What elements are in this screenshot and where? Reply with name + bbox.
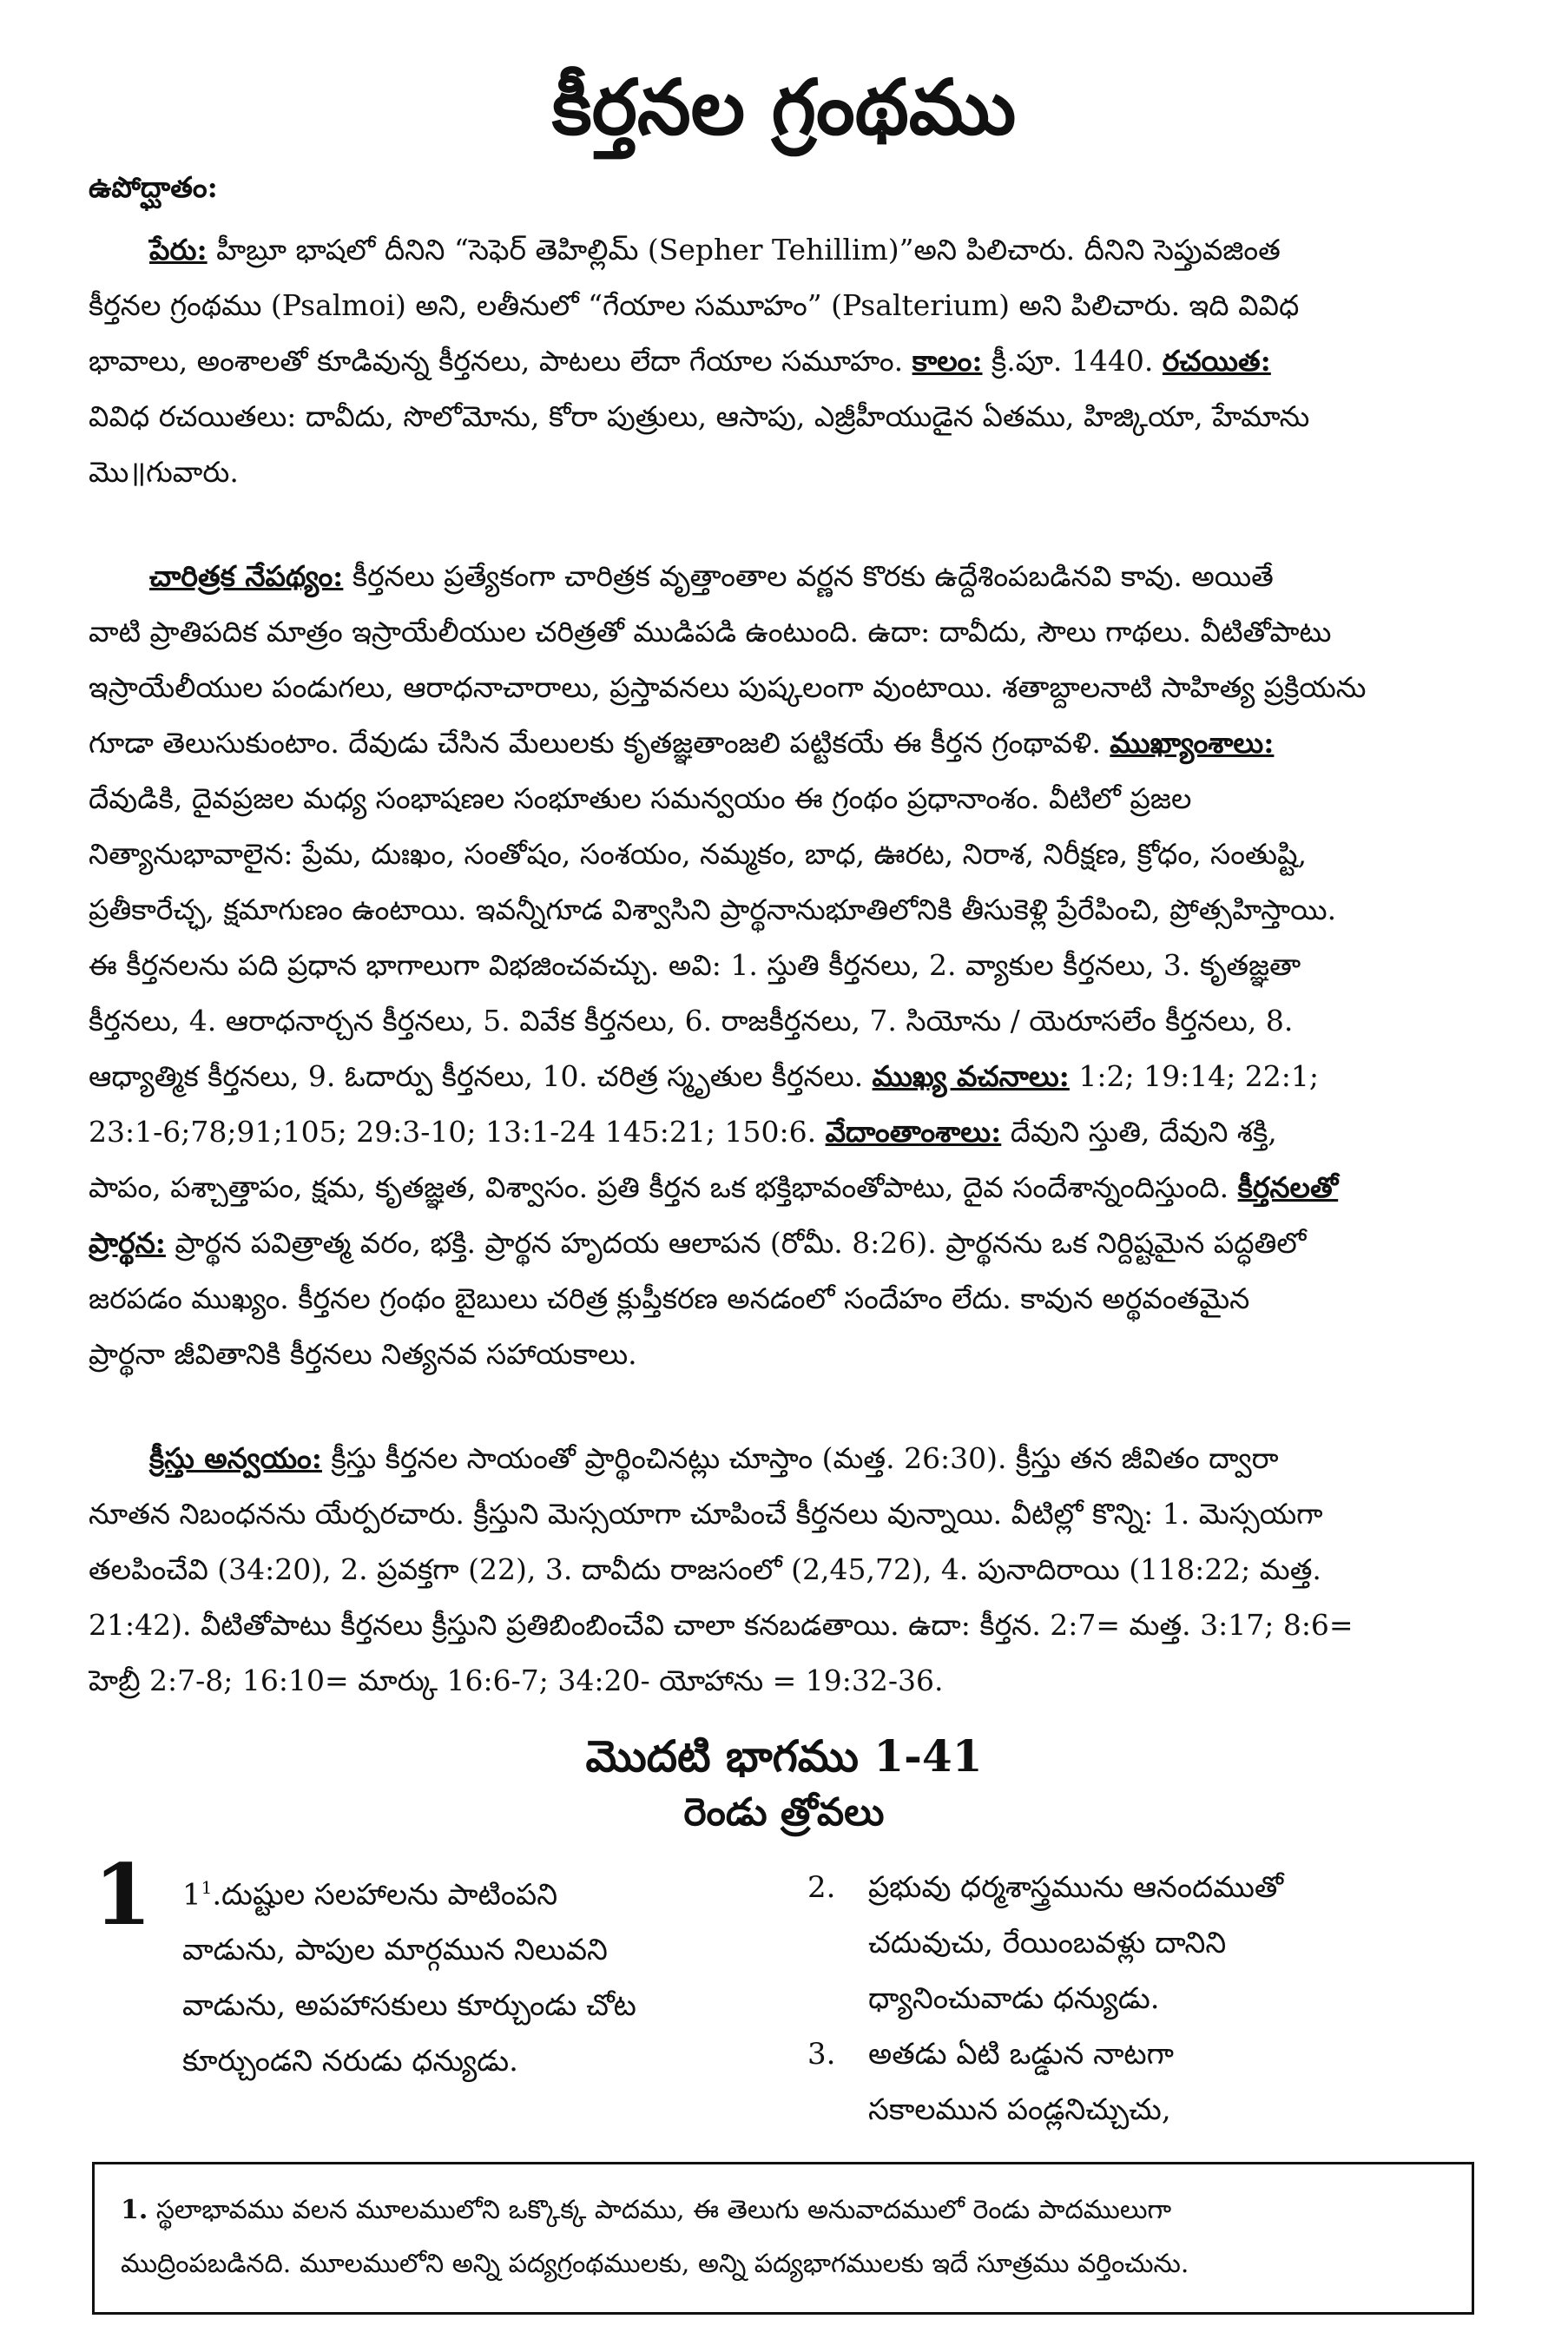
section-heading-key-themes: ముఖ్యాంశాలు: — [1110, 726, 1275, 760]
paragraph-line: పేరు: హీబ్రూ భాషలో దీనిని “సెఫెర్ తెహిల్లిమ్ (Sepher Tehillim)”అని పిలిచారు. దీనిని సెప్తువజింత — [149, 233, 1281, 267]
verse-line: వాడును, అపహాసకులు కూర్చుండు చోట — [182, 1988, 636, 2024]
paragraph-line: ప్రతీకారేచ్ఛ, క్షమాగుణం ఉంటాయి. ఇవన్నీగూడ విశ్వాసిని ప్రార్థనానుభూతిలోనికి తీసుకెళ్లి ప్రేరేపించి, ప్రోత్సహిస్తాయి. — [89, 893, 1337, 926]
paragraph-line: గూడా తెలుసుకుంటాం. దేవుడు చేసిన మేలులకు కృతజ్ఞతాంజలి పట్టికయే ఈ కీర్తన గ్రంథావళి. ముఖ్యాంశాలు: — [89, 726, 1275, 760]
paragraph-line: దేవుడికి, దైవప్రజల మధ్య సంభాషణల సంభూతుల సమన్వయం ఈ గ్రంథం ప్రధానాంశం. వీటిలో ప్రజల — [89, 781, 1192, 815]
intro-label: ఉపోద్ఘాతం: — [89, 170, 218, 204]
paragraph-line: వాటి ప్రాతిపదిక మాత్రం ఇస్రాయేలీయుల చరిత్రతో ముడిపడి ఉంటుంది. ఉదా: దావీదు, సౌలు గాథలు. వీటితోపాటు — [89, 615, 1332, 649]
part-title: మొదటి భాగము 1-41 — [585, 1730, 983, 1782]
section-heading-christ-application: క్రీస్తు అన్వయం: — [149, 1441, 322, 1475]
verse-line: వాడును, పాపుల మార్గమున నిలువని — [182, 1933, 608, 1968]
footnote-marker: 1 — [201, 1877, 213, 1898]
paragraph-line: ఇస్రాయేలీయుల పండుగలు, ఆరాధనాచారాలు, ప్రస్తావనలు పుష్కలంగా వుంటాయి. శతాబ్దాలనాటి సాహిత్య ప్రక్రియను — [89, 670, 1367, 704]
verse-line: 2. ప్రభువు ధర్మశాస్త్రమును ఆనందముతో — [807, 1860, 1467, 1915]
paragraph-line: చారిత్రక నేపథ్యం: కీర్తనలు ప్రత్యేకంగా చారిత్రక వృత్తాంతాల వర్ణన కొరకు ఉద్దేశింపబడినవి కావు. అయితే — [149, 559, 1274, 593]
section-heading-key-verses: ముఖ్య వచనాలు: — [872, 1059, 1070, 1093]
paragraph-line: భావాలు, అంశాలతో కూడివున్న కీర్తనలు, పాటలు లేదా గేయాల సమూహం. కాలం: క్రీ.పూ. 1440. రచయిత: — [89, 344, 1271, 378]
paragraph-line: పాపం, పశ్చాత్తాపం, క్షమ, కృతజ్ఞత, విశ్వాసం. ప్రతి కీర్తన ఒక భక్తిభావంతోపాటు, దైవ సందేశాన్నందిస్తుంది. కీర్తనలతో — [89, 1170, 1339, 1204]
paragraph-line: వివిధ రచయితలు: దావీదు, సొలోమోను, కోరా పుత్రులు, ఆసాపు, ఎజ్రీహీయుడైన ఏతము, హిజ్కియా, హేమాను — [89, 399, 1310, 433]
section-heading-period: కాలం: — [912, 344, 983, 378]
intro-paragraph-christ — [89, 1431, 1453, 1709]
paragraph-line: క్రీస్తు అన్వయం: క్రీస్తు కీర్తనల సాయంతో ప్రార్థించినట్లు చూస్తాం (మత్త. 26:30). క్రీస్తు తన జీవితం ద్వారా — [149, 1441, 1279, 1475]
verse-line: చదువుచు, రేయింబవళ్లు దానిని — [868, 1926, 1227, 1960]
part-subtitle: రెండు త్రోవలు — [683, 1790, 885, 1835]
paragraph-line: మొ॥గువారు. — [89, 455, 239, 489]
chapter-number: 1 — [94, 1846, 152, 1944]
paragraph-line: నిత్యానుభావాలైన: ప్రేమ, దుఃఖం, సంతోషం, సంశయం, నమ్మకం, బాధ, ఊరట, నిరాశ, నిరీక్షణ, క్రోధం, సంతుష్టి, — [89, 837, 1308, 871]
section-heading-theology: వేదాంతాంశాలు: — [825, 1115, 1002, 1149]
intro-paragraph-name — [89, 222, 1453, 500]
paragraph-line: కీర్తనల గ్రంథము (Psalmoi) అని, లతీనులో “గేయాల సమూహం” (Psalterium) అని పిలిచారు. ఇది వివిధ — [89, 288, 1300, 322]
verse-column-left — [182, 1860, 747, 2089]
footnote-number: 1. — [121, 2195, 148, 2225]
page-title: కీర్తనల గ్రంథము — [551, 62, 1017, 152]
paragraph-line: 21:42). వీటితోపాటు కీర్తనలు క్రీస్తుని ప్రతిబింబించేవి చాలా కనబడతాయి. ఉదా: కీర్తన. 2:7= మత్త. 3:17; 8:6= — [89, 1608, 1354, 1642]
section-heading-prayer: ప్రార్థన: — [89, 1226, 166, 1260]
paragraph-line: జరపడం ముఖ్యం. కీర్తనల గ్రంథం బైబులు చరిత్ర క్లుప్తీకరణ అనడంలో సందేహం లేదు. కావున అర్థవంతమైన — [89, 1281, 1250, 1315]
footnote-box — [92, 2162, 1474, 2315]
section-heading-historical-background: చారిత్రక నేపథ్యం: — [149, 559, 344, 593]
verse-line: సకాలమున పండ్లనిచ్చుచు, — [868, 2092, 1171, 2127]
paragraph-line: హెబ్రీ 2:7-8; 16:10= మార్కు 16:6-7; 34:20- యోహాను = 19:32-36. — [89, 1664, 944, 1697]
verse-number: 3. — [807, 2037, 836, 2072]
verse-number: 2. — [807, 1870, 836, 1905]
verse-column-right — [807, 1860, 1467, 2138]
paragraph-line: ఆధ్యాత్మిక కీర్తనలు, 9. ఓదార్పు కీర్తనలు, 10. చరిత్ర స్మృతుల కీర్తనలు. ముఖ్య వచనాలు: 1:2; 19:14; 22:1; — [89, 1059, 1320, 1093]
verse-line: $1^1.దుష్టుల$ సలహాలను పాటింపని — [182, 1877, 558, 1913]
paragraph-line: ప్రార్థన: ప్రార్థన పవిత్రాత్మ వరం, భక్తి. ప్రార్థన హృదయ ఆలాపన (రోమీ. 8:26). ప్రార్థనను ఒక నిర్దిష్టమైన పద్ధతిలో — [89, 1226, 1307, 1260]
verse-line: ధ్యానించువాడు ధన్యుడు. — [868, 1981, 1160, 2016]
intro-paragraph-background — [89, 549, 1453, 1382]
paragraph-line: 23:1-6;78;91;105; 29:3-10; 13:1-24 145:21; 150:6. వేదాంతాంశాలు: దేవుని స్తుతి, దేవుని శక్తి, — [89, 1115, 1277, 1149]
section-heading-name: పేరు: — [149, 233, 208, 267]
section-heading-prayer-with-psalms: కీర్తనలతో — [1237, 1170, 1339, 1204]
paragraph-line: కీర్తనలు, 4. ఆరాధనార్చన కీర్తనలు, 5. వివేక కీర్తనలు, 6. రాజకీర్తనలు, 7. సియోను / యెరూసలేం కీర్తనలు, 8. — [89, 1004, 1294, 1038]
paragraph-line: ప్రార్థనా జీవితానికి కీర్తనలు నిత్యనవ సహాయకాలు. — [89, 1337, 637, 1371]
verse-line: కూర్చుండని నరుడు ధన్యుడు. — [182, 2044, 518, 2079]
paragraph-line: ఈ కీర్తనలను పది ప్రధాన భాగాలుగా విభజించవచ్చు. అవి: 1. స్తుతి కీర్తనలు, 2. వ్యాకుల కీర్తనలు, 3. కృతజ్ఞతా — [89, 948, 1301, 982]
verse-line: 3. అతడు ఏటి ఒడ్డున నాటగా — [807, 2026, 1467, 2082]
verse-number: 1 — [182, 1877, 201, 1913]
paragraph-line: తలపించేవి (34:20), 2. ప్రవక్తగా (22), 3. దావీదు రాజసంలో (2,45,72), 4. పునాదిరాయి (118:22; మత్త. — [89, 1552, 1321, 1586]
section-heading-author: రచయిత: — [1162, 344, 1271, 378]
footnote-line: ముద్రింపబడినది. మూలములోని అన్ని పద్యగ్రంథములకు, అన్ని పద్యభాగములకు ఇదే సూత్రము వర్తించును. — [121, 2249, 1189, 2279]
paragraph-line: నూతన నిబంధనను యేర్పరచారు. క్రీస్తుని మెస్సయాగా చూపించే కీర్తనలు వున్నాయి. వీటిల్లో కొన్ని: 1. మెస్సయగా — [89, 1497, 1323, 1531]
footnote-line: 1. స్థలాభావము వలన మూలములోని ఒక్కొక్క పాదము, ఈ తెలుగు అనువాదములో రెండు పాదములుగా — [121, 2195, 1172, 2225]
